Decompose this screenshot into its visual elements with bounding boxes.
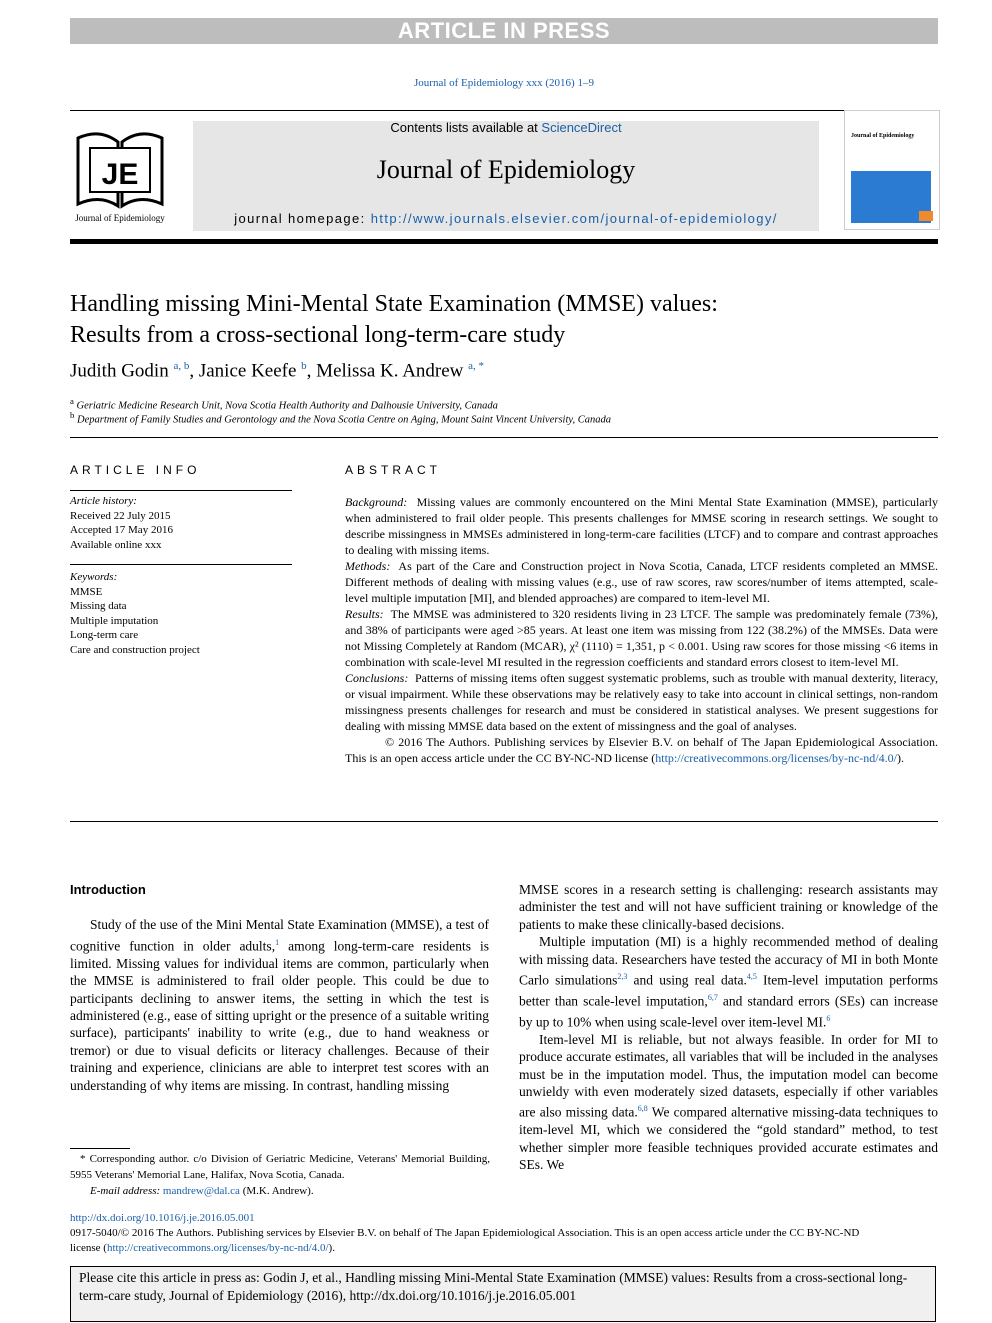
header-top-rule — [70, 110, 938, 111]
svg-text:JE: JE — [101, 158, 139, 191]
body-right-column: MMSE scores in a research setting is challenging: research assistants may administer the test and will not have sufficient training or knowledge of the patients to make these clinically-based decisions. Multiple imputation (MI) is a highly recommended method of dealing with missing data. Researchers have tested the accuracy of MI in both Monte Carlo simulations$^{2,3}$ and using real data.$^{4,5}$ Item-level imputation performs better than scale-level imputation,$^{6,7}$ and standard errors (SEs) can increase by up to 10% when using scale-level over item-level MI.$^6$ Item-level MI is reliable, but not always feasible. In order for MI to produce accurate estimates, all variables that will be included in the analyses must be in the imputation model. Thus, the imputation model can become unwieldy with even moderately sized datasets, especially if other variables are also missing data.$^{6,8}$ We compared alternative missing-data techniques to item-level MI, which we considered the “gold standard” method, to test whether simpler more feasible techniques provided accurate estimates and SEs. We — [519, 882, 939, 1173]
affiliation-a: $^a$ Geriatric Medicine Research Unit, Nova Scotia Health Authority and Dalhousie University, Canada — [70, 396, 498, 412]
keyword: MMSE — [70, 585, 103, 598]
author-affiliation-mark[interactable]: a, * — [468, 360, 485, 372]
affiliation-b: $^b$ Department of Family Studies and Gerontology and the Nova Scotia Centre on Aging, Mount Saint Vincent University, Canada — [70, 410, 611, 426]
article-in-press-banner — [70, 18, 938, 44]
abstract-heading: ABSTRACT — [345, 463, 442, 477]
journal-reference[interactable]: Journal of Epidemiology xxx (2016) 1–9 — [414, 77, 594, 89]
journal-cover-thumbnail — [844, 110, 940, 230]
author-list: Judith Godin $^{a, b}$, Janice Keefe $^b$, Melissa K. Andrew $^{a, *}$ — [70, 360, 485, 382]
author-name: Judith Godin — [70, 360, 169, 382]
citation-ref[interactable]: 2,3 — [617, 972, 628, 982]
citation-ref[interactable]: 6,8 — [637, 1104, 648, 1114]
header-bottom-rule — [70, 239, 938, 244]
citation-ref[interactable]: 4,5 — [746, 972, 757, 982]
contents-available: Contents lists available at ScienceDirect — [390, 120, 622, 135]
journal-title: Journal of Epidemiology — [376, 155, 636, 184]
journal-homepage: journal homepage: http://www.journals.elsevier.com/journal-of-epidemiology/ — [234, 211, 778, 226]
banner-text: ARTICLE IN PRESS — [397, 18, 611, 43]
article-info-rule — [70, 490, 292, 491]
keywords-block: Keywords: MMSE Missing data Multiple imputation Long-term care Care and construction project — [70, 570, 292, 657]
abstract-rule — [70, 821, 938, 822]
corresponding-author-footnote: * Corresponding author. c/o Division of Geriatric Medicine, Veterans' Memorial Building, 5955 Veterans' Memorial Lane, Halifax, Nova Scotia, Canada. E-mail address: mandrew@dal.ca (M.K. Andrew). — [70, 1153, 490, 1197]
section-title: Introduction — [70, 882, 146, 897]
footer-license-link[interactable]: http://creativecommons.org/licenses/by-nc-nd/4.0/ — [106, 1242, 329, 1254]
page-footer: http://dx.doi.org/10.1016/j.je.2016.05.001 0917-5040/© 2016 The Authors. Publishing services by Elsevier B.V. on behalf of The Japan Epidemiological Association. This is an open access article under the CC BY-NC-ND license (http://creativecommons.org/licenses/by-nc-nd/4.0/). — [70, 1212, 860, 1254]
sciencedirect-link[interactable]: ScienceDirect — [541, 120, 622, 135]
citation-ref[interactable]: 6 — [826, 1013, 831, 1023]
citation-box: Please cite this article in press as: Godin J, et al., Handling missing Mini-Mental State Examination (MMSE) values: Results from a cross-sectional long-term-care study, Journal of Epidemiology (2016), http://dx.doi.org/10.1016/j.je.2016.05.001 — [70, 1266, 936, 1322]
article-info-heading: ARTICLE INFO — [70, 463, 201, 477]
affiliation-rule — [70, 437, 938, 438]
article-title: Handling missing Mini-Mental State Examination (MMSE) values: Results from a cross-sectional long-term-care study — [70, 291, 718, 348]
license-link[interactable]: http://creativecommons.org/licenses/by-nc-nd/4.0/ — [655, 751, 897, 765]
footnote-rule — [70, 1148, 130, 1149]
email-link[interactable]: mandrew@dal.ca — [162, 1185, 240, 1197]
logo-caption: Journal of Epidemiology — [75, 213, 165, 223]
cover-logo — [919, 211, 933, 221]
article-history: Article history: Received 22 July 2015 Accepted 17 May 2016 Available online xxx — [70, 495, 173, 551]
keyword: Multiple imputation — [70, 614, 159, 627]
author-name: Janice Keefe — [198, 360, 297, 382]
body-left-column: Introduction Study of the use of the Mini Mental State Examination (MMSE), a test of cognitive function in older adults,$^1$ among long-term-care residents is limited. Missing values for individual items are common, particularly when the MMSE is administered to frail older people. This could be due to participants declining to answer items, the setting in which the test is administered (e.g., ease of sitting upright or the presence of a suitable writing surface), participants' inability to write (e.g., due to hand weakness or tremor) or due to visual deficits or literacy challenges. Because of their training and experience, clinicians are able to interpret test scores with an understanding of why items are missing. In contrast, handling missing — [70, 882, 489, 1093]
homepage-link[interactable]: http://www.journals.elsevier.com/journal-of-epidemiology/ — [370, 211, 778, 226]
doi-link[interactable]: http://dx.doi.org/10.1016/j.je.2016.05.001 — [70, 1212, 255, 1224]
author-affiliation-mark[interactable]: b — [301, 360, 307, 372]
cover-title: Journal of Epidemiology — [851, 133, 915, 139]
keyword: Care and construction project — [70, 643, 200, 656]
keyword: Long-term care — [70, 629, 139, 641]
abstract-text: Background: Missing values are commonly encountered on the Mini Mental State Examination (MMSE), particularly when administered to frail older people. This presents challenges for MMSE scoring in research settings. We sought to describe missingness in MMSEs administered in long-term-care facilities (LTCF) and to compare and contrast approaches to dealing with missing items. Methods: As part of the Care and Construction project in Nova Scotia, Canada, LTCF residents completed an MMSE. Different methods of dealing with missing values (e.g., use of raw scores, raw scores/number of items attempted, scale-level multiple imputation [MI], and blended approaches) are compared to item-level MI. Results: The MMSE was administered to 320 residents living in 23 LTCF. The sample was predominately female (73%), and 38% of participants were aged >85 years. At least one item was missing from 122 (38.2%) of the MMSEs. Data were not Missing Completely at Random (MCAR), χ² (1110) = 1,351, p < 0.001. Using raw scores for those missing <6 items in combination with scale-level MI resulted in the regression coefficients and standard errors closest to item-level MI. Conclusions: Patterns of missing items often suggest systematic problems, such as trouble with manual dexterity, literacy, or visual impairment. While these observations may be relatively easy to take into account in clinical settings, non-random missingness presents challenges for research and must be considered in statistical analyses. We present suggestions for dealing with missing MMSE data based on the extent of missingness and the goal of analyses. © 2016 The Authors. Publishing services by Elsevier B.V. on behalf of The Japan Epidemiological Association. This is an open access article under the CC BY-NC-ND license (http://creativecommons.org/licenses/by-nc-nd/4.0/). — [345, 495, 939, 765]
keyword: Missing data — [70, 600, 127, 612]
citation-ref[interactable]: 1 — [275, 937, 280, 947]
author-name: Melissa K. Andrew — [316, 360, 464, 382]
citation-ref[interactable]: 6,7 — [707, 992, 718, 1002]
keywords-rule — [70, 564, 292, 565]
author-affiliation-mark[interactable]: a, b — [173, 360, 190, 372]
